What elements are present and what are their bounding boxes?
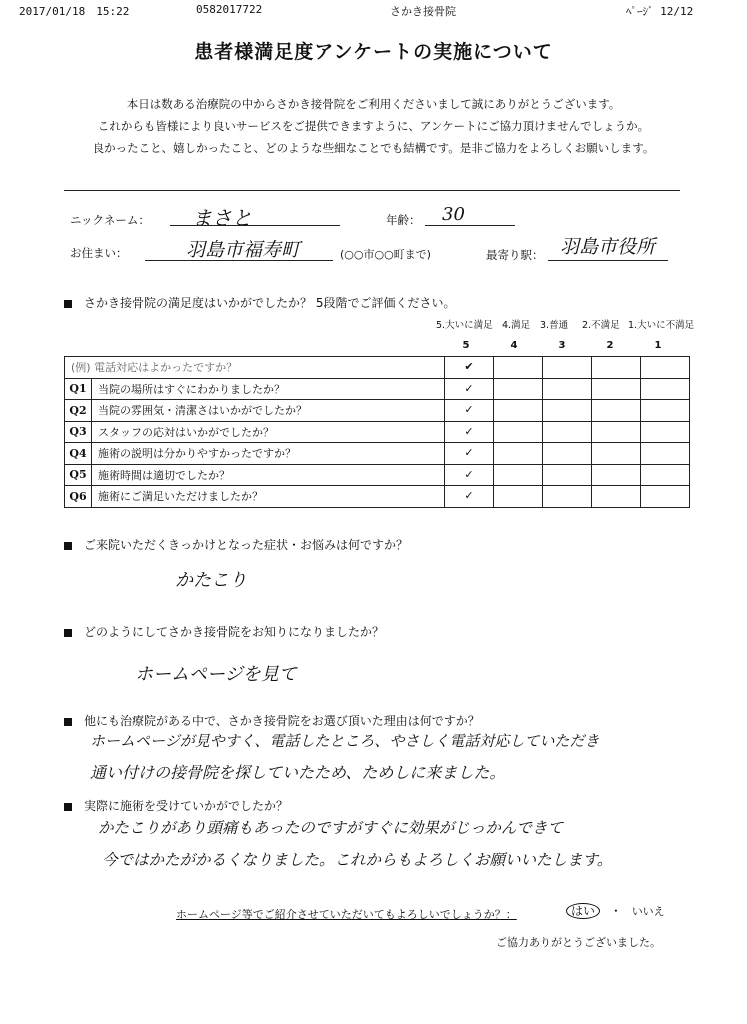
address-line (145, 260, 333, 261)
rating-cell[interactable] (641, 464, 690, 486)
rating-cell[interactable] (641, 486, 690, 508)
rating-cell[interactable] (543, 421, 592, 443)
check-icon[interactable]: ✓ (445, 421, 494, 443)
age-label: 年齢： (386, 213, 421, 227)
station-value: 羽島市役所 (560, 236, 656, 258)
bullet-square (64, 542, 72, 550)
nickname-value: まさと (192, 206, 252, 230)
col-header-1: 1 (654, 340, 662, 351)
example-text: (例) 電話対応はよかったですか？ (65, 357, 445, 379)
example-check-icon[interactable]: ✔ (445, 357, 494, 379)
fax-datetime: 2017/01/18 15:22 (19, 5, 130, 18)
bullet-square (64, 300, 72, 308)
fax-page: ﾍﾟｰｼﾞ 12/12 (626, 5, 694, 18)
satisfaction-heading (64, 294, 455, 311)
open-question-4-text: 実際に施術を受けていかがでしたか？ (84, 799, 289, 813)
rating-cell[interactable] (641, 357, 690, 379)
bullet-square (64, 718, 72, 726)
question-text: 施術にご満足いただけましたか？ (92, 486, 445, 508)
answer-1-line-1: かたこり (175, 570, 247, 591)
scale-label-3: 3.普通 (540, 320, 569, 331)
fax-sender: さかき接骨院 (390, 5, 456, 18)
rating-cell[interactable] (543, 443, 592, 465)
table-row-q3 (65, 421, 690, 443)
rating-cell[interactable] (641, 443, 690, 465)
question-id: Q3 (65, 421, 92, 443)
open-question-4 (64, 797, 288, 814)
rating-cell[interactable] (592, 464, 641, 486)
rating-cell[interactable] (641, 400, 690, 422)
rating-cell[interactable] (543, 486, 592, 508)
bullet-square (64, 629, 72, 637)
question-text: 当院の場所はすぐにわかりましたか？ (92, 378, 445, 400)
question-id: Q1 (65, 378, 92, 400)
col-header-2: 2 (606, 340, 614, 351)
table-row-q5 (65, 464, 690, 486)
col-header-4: 4 (510, 340, 518, 351)
rating-cell[interactable] (494, 357, 543, 379)
table-row-q1 (65, 378, 690, 400)
rating-cell[interactable] (592, 421, 641, 443)
address-label: お住まい： (70, 246, 128, 260)
scale-label-1: 1.大いに不満足 (628, 320, 695, 331)
intro-line-2: これからも皆様により良いサービスをご提供できますように、アンケートにご協力頂けませんでしょうか。 (97, 119, 650, 133)
rating-cell[interactable] (494, 400, 543, 422)
scale-label-5: 5.大いに満足 (436, 320, 493, 331)
consent-no[interactable]: いいえ (631, 905, 665, 918)
question-id: Q4 (65, 443, 92, 465)
check-icon[interactable]: ✓ (445, 378, 494, 400)
address-hint: (○○市○○町まで) (340, 248, 431, 261)
rating-cell[interactable] (592, 378, 641, 400)
question-id: Q6 (65, 486, 92, 508)
question-text: スタッフの応対はいかがでしたか？ (92, 421, 445, 443)
rating-cell[interactable] (592, 443, 641, 465)
station-line (548, 260, 668, 261)
question-text: 施術の説明は分かりやすかったですか？ (92, 443, 445, 465)
address-value: 羽島市福寿町 (186, 239, 301, 261)
page-title: 患者様満足度アンケートの実施について (194, 41, 553, 63)
table-row-example (65, 357, 690, 379)
scale-label-4: 4.満足 (502, 320, 531, 331)
col-header-5: 5 (462, 340, 470, 351)
divider (64, 190, 680, 191)
intro-line-3: 良かったこと、嬉しかったこと、どのような些細なことでも結構です。是非ご協力をよろしくお願いします。 (92, 141, 655, 155)
consent-options (566, 902, 665, 919)
rating-cell[interactable] (543, 400, 592, 422)
rating-cell[interactable] (543, 378, 592, 400)
rating-cell[interactable] (494, 378, 543, 400)
check-icon[interactable]: ✓ (445, 464, 494, 486)
open-question-1-text: ご来院いただくきっかけとなった症状・お悩みは何ですか？ (84, 538, 409, 552)
rating-cell[interactable] (543, 357, 592, 379)
rating-cell[interactable] (494, 464, 543, 486)
question-id: Q2 (65, 400, 92, 422)
check-icon[interactable]: ✓ (445, 443, 494, 465)
table-row-q4 (65, 443, 690, 465)
answer-4-line-2: 今ではかたがかるくなりました。これからもよろしくお願いいたします。 (102, 851, 613, 869)
thanks-text: ご協力ありがとうございました。 (496, 936, 661, 949)
col-header-3: 3 (558, 340, 566, 351)
consent-separator: ・ (609, 904, 622, 918)
nickname-label: ニックネーム： (70, 213, 150, 227)
question-id: Q5 (65, 464, 92, 486)
answer-2-line-1: ホームページを見て (135, 664, 297, 685)
station-label: 最寄り駅： (486, 248, 544, 262)
open-question-2-text: どのようにしてさかき接骨院をお知りになりましたか？ (84, 625, 385, 639)
question-text: 当院の雰囲気・清潔さはいかがでしたか？ (92, 400, 445, 422)
nickname-line (170, 225, 340, 226)
table-row-q2 (65, 400, 690, 422)
rating-cell[interactable] (543, 464, 592, 486)
table-row-q6 (65, 486, 690, 508)
rating-cell[interactable] (494, 443, 543, 465)
open-question-2 (64, 623, 384, 640)
satisfaction-heading-text: さかき接骨院の満足度はいかがでしたか？ 5段階でご評価ください。 (84, 296, 456, 310)
intro-line-1: 本日は数ある治療院の中からさかき接骨院をご利用くださいまして誠にありがとうございます。 (126, 97, 621, 111)
age-value: 30 (442, 204, 465, 225)
open-question-1 (64, 536, 408, 553)
question-text: 施術時間は適切でしたか？ (92, 464, 445, 486)
answer-4-line-1: かたこりがあり頭痛もあったのですがすぐに効果がじっかんできて (98, 819, 563, 837)
fax-number: 0582017722 (196, 3, 263, 16)
rating-cell[interactable] (592, 400, 641, 422)
rating-cell[interactable] (592, 357, 641, 379)
open-question-3-text: 他にも治療院がある中で、さかき接骨院をお選び頂いた理由は何ですか？ (84, 714, 480, 728)
age-line (425, 225, 515, 226)
satisfaction-table (64, 356, 690, 508)
answer-3-line-2: 通い付けの接骨院を探していたため、ためしに来ました。 (90, 763, 506, 782)
scale-label-2: 2.不満足 (582, 320, 620, 331)
check-icon[interactable]: ✓ (445, 486, 494, 508)
open-question-3 (64, 712, 480, 729)
rating-cell[interactable] (592, 486, 641, 508)
answer-3-line-1: ホームページが見やすく、電話したところ、やさしく電話対応していただき (90, 732, 600, 750)
bullet-square (64, 803, 72, 811)
rating-cell[interactable] (641, 378, 690, 400)
consent-yes[interactable]: はい (566, 903, 600, 919)
rating-cell[interactable] (494, 486, 543, 508)
check-icon[interactable]: ✓ (445, 400, 494, 422)
rating-cell[interactable] (494, 421, 543, 443)
consent-question: ホームページ等でご紹介させていただいてもよろしいでしょうか？： (176, 908, 517, 921)
rating-cell[interactable] (641, 421, 690, 443)
